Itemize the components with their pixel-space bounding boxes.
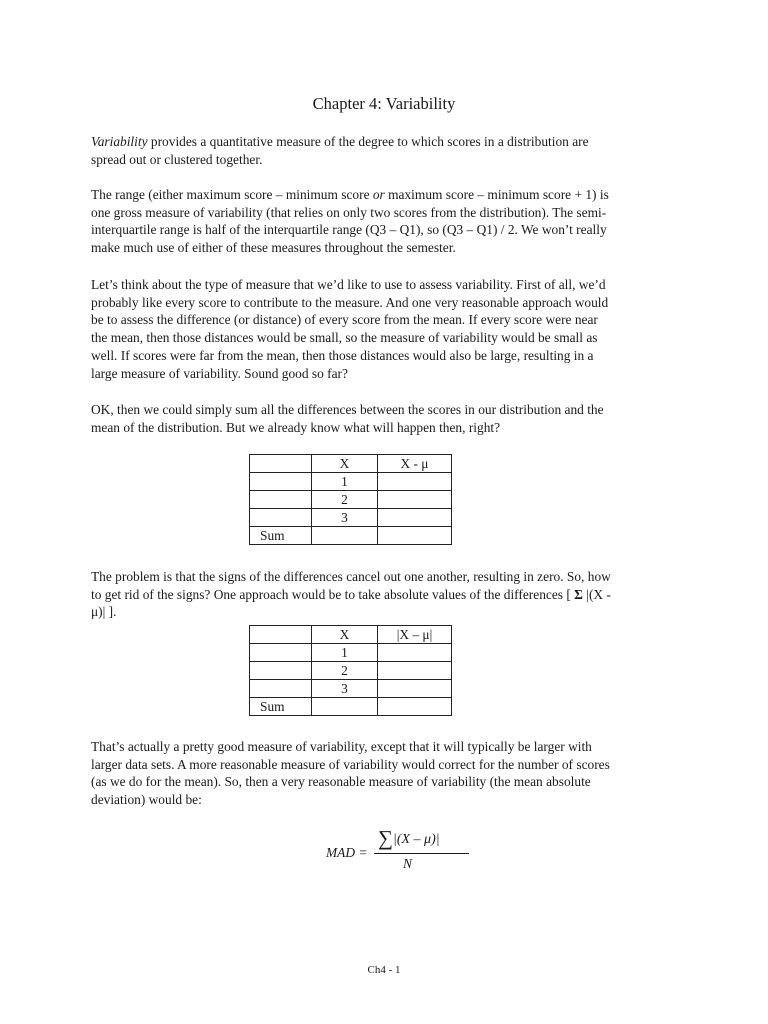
table-cell — [250, 680, 312, 698]
italic-word: or — [372, 187, 385, 202]
table-header-cell — [250, 455, 312, 473]
paragraph-line: make much use of either of these measures throughout the semester. — [91, 240, 456, 256]
paragraph-line: The problem is that the signs of the differences cancel out one another, resulting in zero. So, how — [91, 569, 611, 584]
table-header-cell: X — [312, 626, 378, 644]
paragraph-line — [91, 133, 681, 151]
paragraph-line: μ)| ]. — [91, 604, 117, 620]
summation-symbol: ∑ — [378, 826, 393, 850]
table-sum-row — [250, 527, 452, 545]
table-cell — [250, 491, 312, 509]
table-cell: 2 — [312, 491, 378, 509]
text-run: provides a quantitative measure of the degree to which scores in a distribution are — [147, 134, 589, 149]
formula-denominator: N — [403, 856, 412, 871]
paragraph-sum-differences — [91, 401, 681, 436]
table-cell — [378, 491, 452, 509]
paragraph-line: spread out or clustered together. — [91, 151, 263, 167]
paragraph-line — [91, 586, 681, 604]
paragraph-line: deviation) would be: — [91, 792, 202, 808]
table-cell — [378, 509, 452, 527]
text-run: maximum score – minimum score + 1) is — [384, 187, 609, 202]
absolute-differences-table — [249, 625, 452, 716]
table-row — [250, 662, 452, 680]
text-run: The range (either maximum score – minimum score — [91, 187, 373, 202]
sigma-symbol: Σ — [574, 586, 583, 602]
table-header-row — [250, 455, 452, 473]
paragraph-line: large measure of variability. Sound good so far? — [91, 365, 348, 381]
table-header-row — [250, 626, 452, 644]
formula-numerator-expression: |(X – μ)| — [392, 832, 440, 847]
table-cell — [378, 473, 452, 491]
table-cell: 3 — [312, 680, 378, 698]
table-header-cell — [250, 626, 312, 644]
table-cell — [250, 644, 312, 662]
paragraph-variability-definition — [91, 133, 681, 168]
table-cell — [378, 644, 452, 662]
italic-term: Variability — [91, 134, 148, 149]
text-run: to get rid of the signs? One approach would be to take absolute values of the differences [ — [91, 586, 575, 602]
page-title: Chapter 4: Variability — [312, 94, 456, 113]
table-cell — [378, 698, 452, 716]
table-cell — [378, 680, 452, 698]
table-row — [250, 473, 452, 491]
table-cell: 2 — [312, 662, 378, 680]
paragraph-line — [91, 186, 681, 204]
paragraph-line: probably like every score to contribute to the measure. And one very reasonable approach would — [91, 294, 609, 310]
text-run: |(X - — [582, 586, 611, 602]
table-header-cell: |X – μ| — [378, 626, 452, 644]
paragraph-line: That’s actually a pretty good measure of variability, except that it will typically be larger with — [91, 739, 592, 754]
table-cell: Sum — [250, 527, 312, 545]
table-cell — [250, 473, 312, 491]
table-cell — [312, 527, 378, 545]
table-cell — [378, 662, 452, 680]
table-sum-row — [250, 698, 452, 716]
paragraph-absolute-values — [91, 568, 681, 621]
formula-numerator — [378, 826, 440, 851]
table-cell: 3 — [312, 509, 378, 527]
paragraph-mean-absolute-deviation — [91, 738, 681, 809]
paragraph-line: Let’s think about the type of measure that we’d like to use to assess variability. First of all, we’d — [91, 277, 606, 292]
table-row — [250, 491, 452, 509]
table-row — [250, 644, 452, 662]
mad-formula — [326, 826, 456, 876]
table-cell — [250, 662, 312, 680]
paragraph-measure-reasoning — [91, 276, 681, 382]
table-cell: 1 — [312, 473, 378, 491]
table-cell: 1 — [312, 644, 378, 662]
paragraph-line: be to assess the difference (or distance) of every score from the mean. If every score were near — [91, 312, 598, 328]
paragraph-range — [91, 186, 681, 257]
table-cell — [312, 698, 378, 716]
table-cell — [378, 527, 452, 545]
table-cell — [250, 509, 312, 527]
paragraph-line: one gross measure of variability (that relies on only two scores from the distribution). The semi- — [91, 204, 607, 220]
page-number: Ch4 - 1 — [367, 964, 401, 976]
table-header-cell: X - μ — [378, 455, 452, 473]
table-header-cell: X — [312, 455, 378, 473]
paragraph-line: well. If scores were far from the mean, then those distances would also be large, resulting in a — [91, 347, 594, 363]
formula-lhs: MAD = — [326, 845, 368, 860]
fraction-bar — [374, 853, 469, 854]
table-row — [250, 680, 452, 698]
paragraph-line: interquartile range is half of the interquartile range (Q3 – Q1), so (Q3 – Q1) / 2. We won’t really — [91, 222, 607, 238]
table-cell: Sum — [250, 698, 312, 716]
paragraph-line: OK, then we could simply sum all the differences between the scores in our distribution and the — [91, 402, 604, 417]
paragraph-line: the mean, then those distances would be small, so the measure of variability would be small as — [91, 330, 598, 346]
paragraph-line: mean of the distribution. But we already know what will happen then, right? — [91, 419, 501, 435]
paragraph-line: larger data sets. A more reasonable measure of variability would correct for the number of scores — [91, 756, 610, 772]
paragraph-line: (as we do for the mean). So, then a very reasonable measure of variability (the mean absolute — [91, 774, 591, 790]
table-row — [250, 509, 452, 527]
differences-table — [249, 454, 452, 545]
